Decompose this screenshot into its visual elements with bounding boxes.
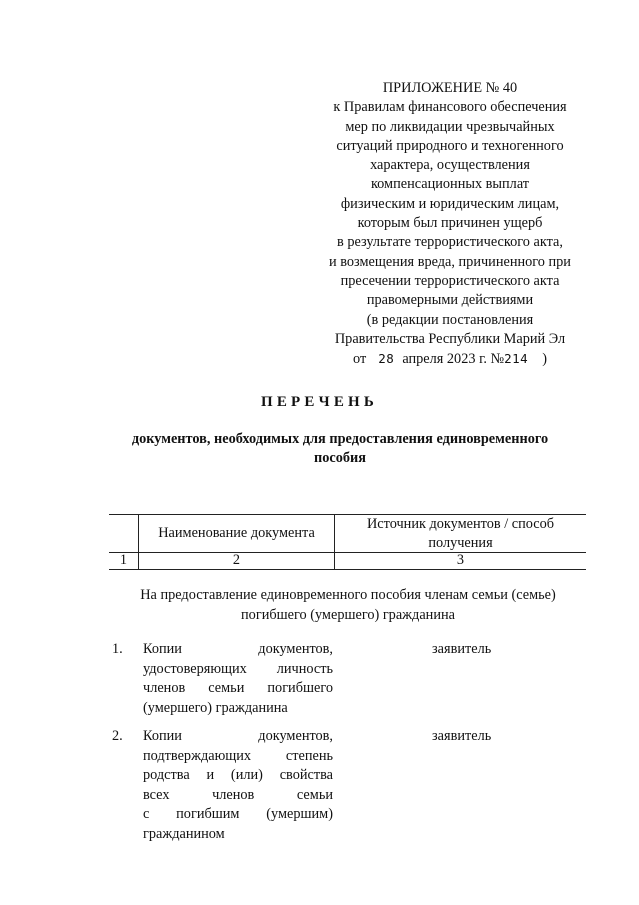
- annex-line: характера, осуществления: [370, 157, 530, 174]
- annex-line: к Правилам финансового обеспечения: [333, 99, 567, 116]
- column-header-source-line1: Источник документов / способ: [366, 516, 555, 532]
- document-number: 214: [504, 351, 529, 367]
- date-month-year: апреля 2023 г. №: [402, 351, 505, 368]
- item-description: [143, 727, 333, 844]
- annex-line: правомерными действиями: [366, 292, 534, 309]
- item-description-line: гражданином: [143, 825, 225, 842]
- table-header: [109, 514, 586, 570]
- column-number: 2: [232, 552, 241, 568]
- annex-line: ситуаций природного и техногенного: [336, 137, 564, 154]
- document-subtitle: документов, необходимых для предоставления единовременного пособия: [131, 431, 549, 466]
- annex-line: компенсационных выплат: [370, 176, 530, 193]
- date-close: ): [542, 351, 547, 368]
- item-number: 2.: [112, 728, 123, 744]
- annex-line: пресечении террористического акта: [340, 272, 560, 289]
- item-description-line: Копии документов,: [143, 728, 333, 744]
- annex-line: которым был причинен ущерб: [357, 215, 543, 232]
- document-title: ПЕРЕЧЕНЬ: [260, 394, 379, 410]
- item-number: 1.: [112, 641, 123, 657]
- section-heading-line2: погибшего (умершего) гражданина: [241, 606, 455, 623]
- item-description-line: (умершего) гражданина: [143, 699, 288, 716]
- item-source: заявитель: [432, 641, 492, 657]
- annex-line: и возмещения вреда, причиненного при: [329, 253, 571, 270]
- item-source: заявитель: [432, 728, 492, 744]
- annex-line: Правительства Республики Марий Эл: [334, 330, 566, 347]
- date-prefix: от: [353, 351, 367, 368]
- item-description-line: всех членов семьи: [143, 786, 333, 803]
- column-number: 3: [456, 552, 465, 568]
- annex-title: ПРИЛОЖЕНИЕ № 40: [382, 80, 518, 96]
- item-description-line: членов семьи погибшего: [143, 680, 333, 696]
- annex-date-line: [300, 349, 600, 369]
- annex-line: (в редакции постановления: [366, 311, 534, 328]
- item-description-line: удостоверяющих личность: [143, 660, 333, 677]
- item-description: [143, 640, 333, 718]
- column-header-source-line2: получения: [428, 535, 493, 551]
- column-header-name: Наименование документа: [158, 525, 315, 541]
- section-heading-line1: На предоставление единовременного пособия членам семьи (семье): [140, 587, 556, 603]
- annex-header: [300, 79, 600, 369]
- item-description-line: подтверждающих степень: [143, 747, 333, 764]
- section-heading: [110, 586, 586, 625]
- date-day: 28: [378, 351, 395, 367]
- column-number: 1: [119, 552, 128, 568]
- item-description-line: Копии документов,: [143, 641, 333, 657]
- annex-line: в результате террористического акта,: [337, 234, 563, 251]
- annex-line: физическим и юридическим лицам,: [340, 195, 560, 212]
- item-description-line: родства и (или) свойства: [143, 767, 333, 783]
- annex-line: мер по ликвидации чрезвычайных: [345, 118, 555, 135]
- item-description-line: с погибшим (умершим): [143, 806, 333, 822]
